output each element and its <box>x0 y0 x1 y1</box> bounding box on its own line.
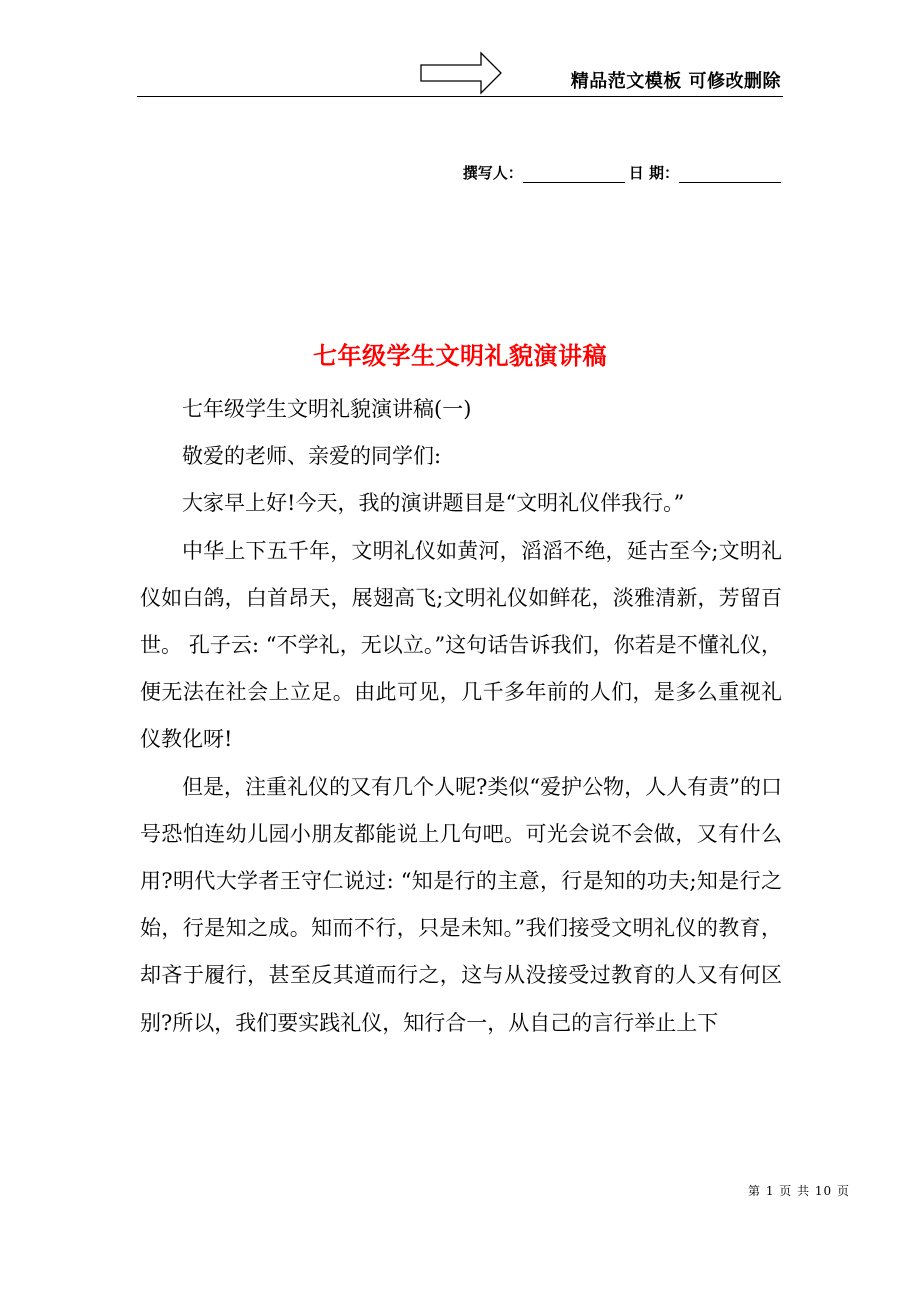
salutation-paragraph: 敬爱的老师、亲爱的同学们: <box>182 444 442 469</box>
body-paragraph: 但是，注重礼仪的又有几个人呢?类似“爱护公物，人人有责”的口号恐怕连幼儿园小朋友都能说上几句吧。可光会说不会做，又有什么用?明代大学者王守仁说过: “知是行的主意，行是知的功夫;知是行之始，行是知之成。知而不行，只是未知。”我们接受文明礼仪的教育，却吝于履行，甚至反其道而行之，这与从没接受过教育的人又有何区别?所以，我们要实践礼仪，知行合一，从自己的言行举止上下 <box>140 774 782 1035</box>
page-number: 第 1 页 共 10 页 <box>748 1184 850 1198</box>
document-title: 七年级学生文明礼貌演讲稿 <box>313 341 607 370</box>
date-label: 日 期： <box>628 164 679 182</box>
document-body <box>140 386 782 1047</box>
right-arrow-icon <box>420 50 504 96</box>
body-paragraph: 大家早上好!今天，我的演讲题目是“文明礼仪伴我行。” <box>182 491 685 516</box>
page-header <box>137 50 783 97</box>
subtitle-paragraph: 七年级学生文明礼貌演讲稿(一) <box>182 397 472 421</box>
author-date-line <box>463 162 781 183</box>
body-paragraph: 中华上下五千年，文明礼仪如黄河，滔滔不绝，延古至今;文明礼仪如白鸽，白首昂天，展翅高飞;文明礼仪如鲜花，淡雅清新，芳留百世。 孔子云: “不学礼，无以立。”这句话告诉我们，你若是不懂礼仪，便无法在社会上立足。由此可见，几千多年前的人们，是多么重视礼仪教化呀! <box>140 538 782 752</box>
header-label: 精品范文模板 可修改删除 <box>570 71 781 92</box>
date-blank <box>679 165 781 183</box>
author-blank <box>523 165 625 183</box>
author-label: 撰写人： <box>462 164 523 182</box>
